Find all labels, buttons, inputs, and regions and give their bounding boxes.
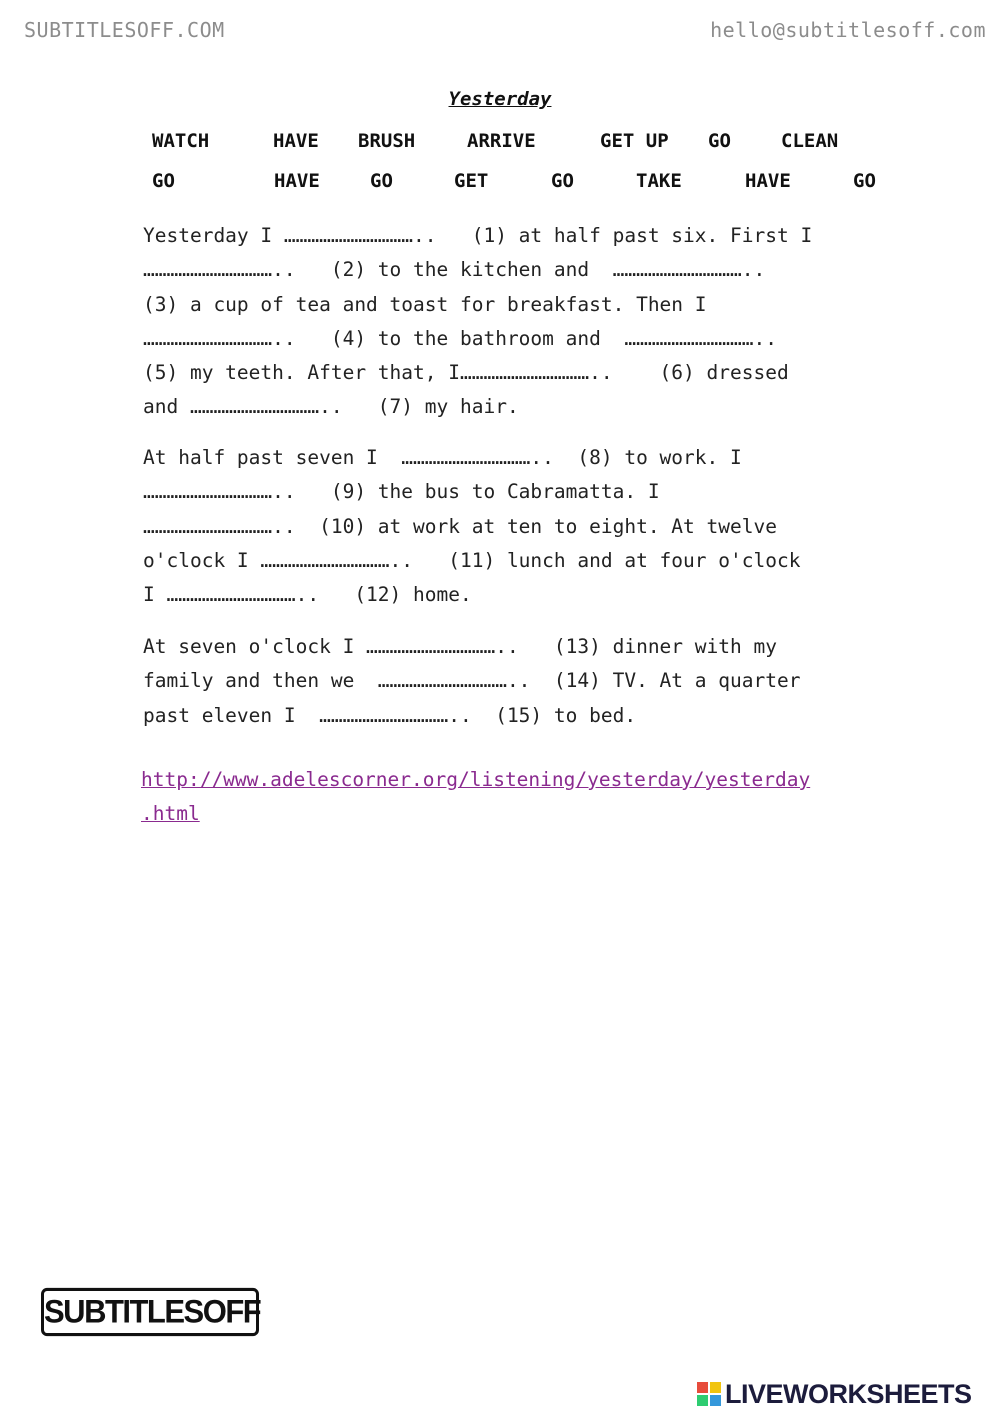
word-bank-item: HAVE <box>745 170 791 192</box>
paragraph-workday <box>143 441 863 612</box>
word-bank-item: TAKE <box>636 170 682 192</box>
word-bank-item: WATCH <box>152 130 210 152</box>
liveworksheets-icon <box>697 1382 721 1406</box>
word-bank-item: BRUSH <box>358 130 416 152</box>
word-bank-item: GO <box>152 170 175 192</box>
contact-email[interactable]: hello@subtitlesoff.com <box>710 18 986 42</box>
word-bank-item: HAVE <box>274 170 320 192</box>
word-bank-item: GO <box>853 170 876 192</box>
source-link[interactable] <box>141 763 861 831</box>
text-line: …………………………….. (10) at work at ten to eight. At twelve <box>143 514 777 538</box>
site-name: SUBTITLESOFF.COM <box>24 18 225 42</box>
text-line: At seven o'clock I …………………………….. (13) dinner with my <box>143 635 777 658</box>
text-line: (3) a cup of tea and toast for breakfast. Then I <box>143 292 707 316</box>
icon-square <box>697 1382 708 1393</box>
word-bank-item: GET UP <box>600 130 669 152</box>
text-line: (5) my teeth. After that, I…………………………….. (6) dressed <box>143 361 789 385</box>
text-line: and …………………………….. (7) my hair. <box>143 395 519 419</box>
text-line: Yesterday I …………………………….. (1) at half past six. First I <box>143 224 813 247</box>
text-line: …………………………….. (9) the bus to Cabramatta. I <box>143 480 660 504</box>
text-line: …………………………….. (4) to the bathroom and …………………………….. <box>143 326 777 350</box>
word-bank-row-2 <box>0 170 1000 200</box>
liveworksheets-wordmark: LIVEWORKSHEETS <box>725 1379 972 1409</box>
text-line: …………………………….. (2) to the kitchen and …………………………….. <box>143 258 766 282</box>
icon-square <box>710 1395 721 1406</box>
text-line: past eleven I …………………………….. (15) to bed. <box>143 703 637 727</box>
word-bank-item: GO <box>708 130 731 152</box>
source-link-line[interactable]: http://www.adelescorner.org/listening/yesterday/yesterday <box>141 768 811 791</box>
source-link-line[interactable]: .html <box>141 802 200 825</box>
icon-square <box>697 1395 708 1406</box>
word-bank-item: ARRIVE <box>467 130 536 152</box>
text-line: o'clock I …………………………….. (11) lunch and at four o'clock <box>143 548 801 572</box>
icon-square <box>710 1382 721 1393</box>
word-bank-item: HAVE <box>273 130 319 152</box>
text-line: family and then we …………………………….. (14) TV. At a quarter <box>143 669 801 693</box>
text-line: At half past seven I …………………………….. (8) to work. I <box>143 446 742 469</box>
subtitlesoff-logo: SUBTITLESOFF <box>41 1288 259 1336</box>
worksheet-title: Yesterday <box>448 88 552 110</box>
word-bank-row-1 <box>0 130 1000 160</box>
word-bank-item: GET <box>454 170 489 192</box>
word-bank-item: GO <box>551 170 574 192</box>
word-bank-item: GO <box>370 170 393 192</box>
paragraph-evening <box>143 630 863 733</box>
text-line: I …………………………….. (12) home. <box>143 583 472 607</box>
word-bank-item: CLEAN <box>781 130 839 152</box>
paragraph-morning <box>143 219 863 425</box>
